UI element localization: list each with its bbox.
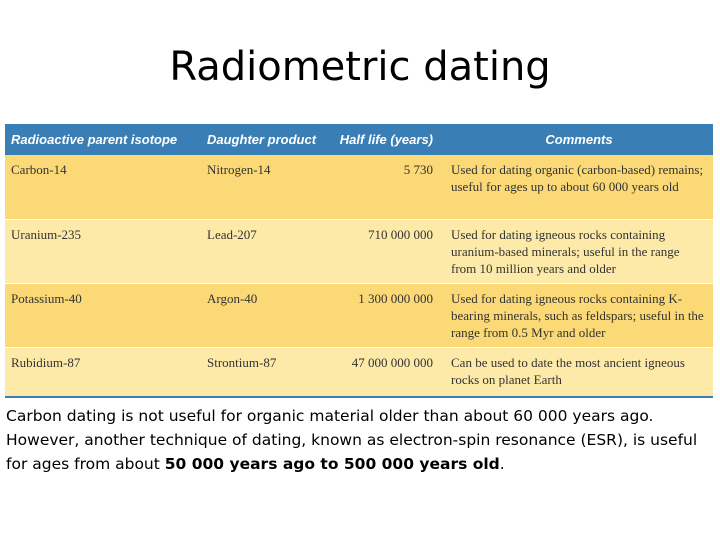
cell-half-life: 5 730 xyxy=(403,162,433,177)
cell-daughter: Strontium-87 xyxy=(201,347,327,395)
header-comments: Comments xyxy=(445,124,713,155)
table-header-row xyxy=(5,124,713,155)
table-row xyxy=(5,219,713,283)
header-daughter-product: Daughter product xyxy=(201,124,327,155)
table-row xyxy=(5,155,713,219)
cell-half-life: 710 000 000 xyxy=(327,219,445,283)
cell-half-life: 47 000 000 000 xyxy=(327,347,445,395)
isotope-table-container xyxy=(5,124,713,398)
cell-comment: Used for dating igneous rocks containing K-bearing minerals, such as feldspars; useful in the range from 0.5 Myr and older xyxy=(445,283,713,347)
caption-text: Carbon dating is not useful for organic material older than about 60 000 years ago. However, another technique of dating, known as electron-spin resonance (ESR), is useful for ages from about xyxy=(6,407,698,473)
cell-parent: Rubidium-87 xyxy=(5,347,201,395)
cell-daughter: Nitrogen-14 xyxy=(207,162,271,177)
cell-parent: Uranium-235 xyxy=(5,219,201,283)
table-row xyxy=(5,347,713,395)
cell-comment: Used for dating organic (carbon-based) remains; useful for ages up to about 60 000 years old xyxy=(451,162,704,194)
cell-parent: Carbon-14 xyxy=(11,162,67,177)
cell-parent: Potassium-40 xyxy=(5,283,201,347)
caption-bold-range: 50 000 years ago to 500 000 years old xyxy=(164,455,500,473)
cell-comment: Used for dating igneous rocks containing uranium-based minerals; useful in the range from 10 million years and older xyxy=(445,219,713,283)
cell-half-life: 1 300 000 000 xyxy=(327,283,445,347)
header-parent-isotope: Radioactive parent isotope xyxy=(5,124,201,155)
slide-title: Radiometric dating xyxy=(169,44,551,90)
caption-paragraph xyxy=(6,404,716,476)
cell-daughter: Argon-40 xyxy=(201,283,327,347)
cell-comment: Can be used to date the most ancient igneous rocks on planet Earth xyxy=(445,347,713,395)
isotope-table xyxy=(5,124,713,395)
table-row xyxy=(5,283,713,347)
header-half-life: Half life (years) xyxy=(327,124,445,155)
caption-end: . xyxy=(499,455,505,473)
cell-daughter: Lead-207 xyxy=(201,219,327,283)
